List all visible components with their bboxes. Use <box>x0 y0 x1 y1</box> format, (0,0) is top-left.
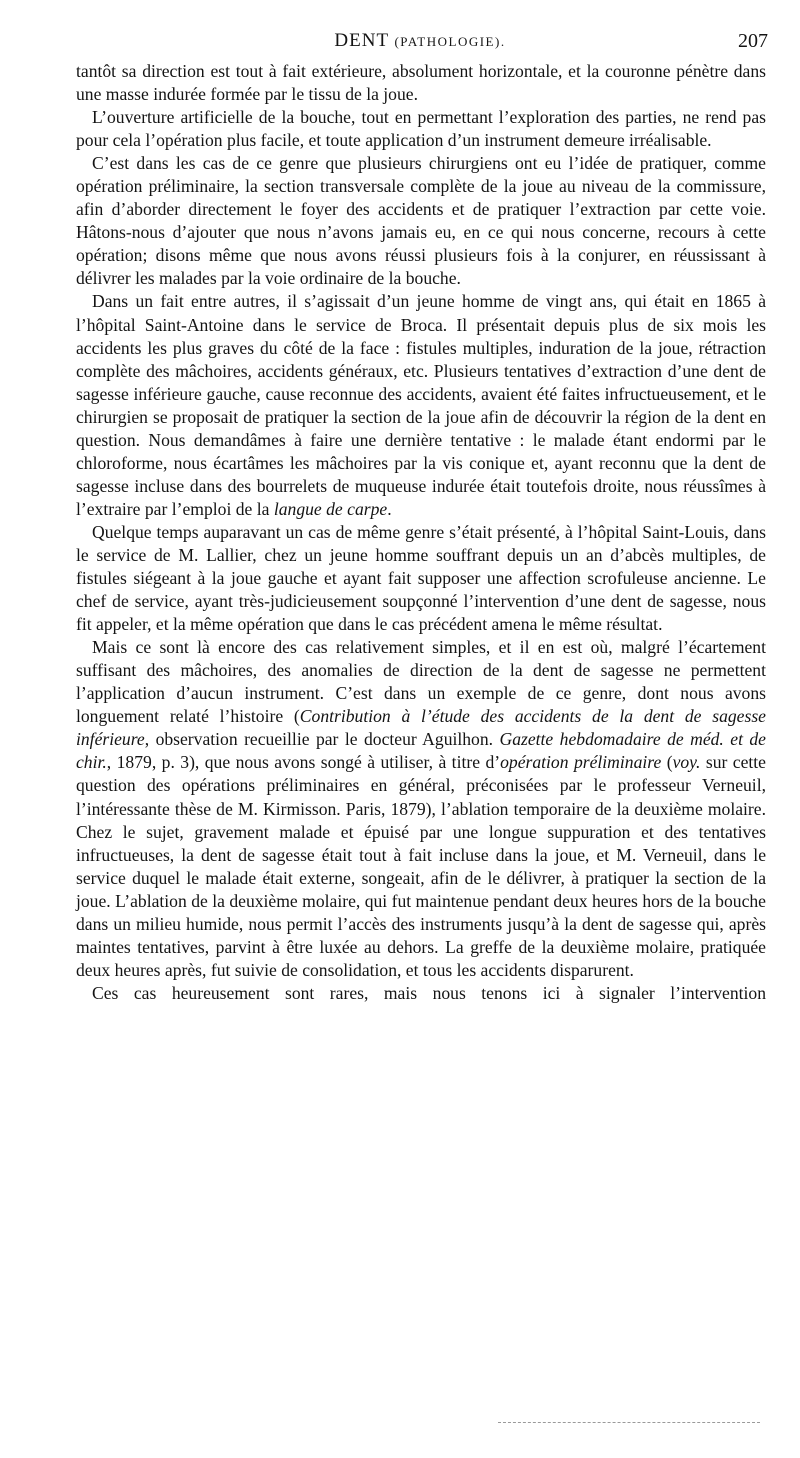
body-text <box>76 60 766 1005</box>
paragraph-4-italic: langue de carpe <box>273 498 388 519</box>
paragraph-6-citation-title: Contribution à l’étude des accidents de la dent de sagesse inférieure <box>76 706 766 750</box>
paragraph-1: tantôt sa direction est tout à fait extérieure, absolument horizontale, et la couronne pénètre dans une masse indurée formée par le tissu de la joue. <box>76 61 766 105</box>
paragraph-6-text-e: sur cette question des opérations préliminaires en général, préconisées par le professeur Verneuil, l’intéressante thèse de M. Kirmisson. Paris, 1879), l’ablation temporaire de la deuxième molaire. Chez le sujet, gravement malade et épuisé par une longue suppuration et des tentatives infructueuses, la dent de sagesse était tout à fait incluse dans la joue, et M. Verneuil, dans le service duquel le malade était externe, songeait, afin de le délivrer, à pratiquer la section de la joue. L’ablation de la deuxième molaire, qui fut maintenue pendant deux heures hors de la bouche dans un milieu humide, nous permit l’accès des instruments jusqu’à la dent de sagesse qui, après maintes tentatives, parvint à être luxée au dehors. La greffe de la deuxième molaire, pratiquée deux heures après, fut suivie de consolidation, et tous les accidents disparurent. <box>76 752 766 980</box>
running-title <box>72 30 768 52</box>
paragraph-6-text-a: Mais ce sont là encore des cas relativement simples, et il en est où, malgré l’écartement suffisant des mâchoires, des anomalies de direction de la dent de sagesse ne permettent l’application d’aucun instrument. C’est dans un exemple de ce genre, dont nous avons longuement relaté l’histoire ( <box>76 637 766 727</box>
paragraph-4-end: . <box>387 498 392 519</box>
paragraph-3: C’est dans les cas de ce genre que plusieurs chirurgiens ont eu l’idée de pratiquer, comme opération préliminaire, la section transversale complète de la joue au niveau de la commissure, afin d’aborder directement le foyer des accidents et de pratiquer l’extraction par cette voie. Hâtons-nous d’ajouter que nous n’avons jamais eu, en ce qui nous concerne, recours à cette opération; disons même que nous avons réussi plusieurs fois à la conjurer, en réussissant à délivrer les malades par la voie ordinaire de la bouche. <box>76 153 766 289</box>
running-header <box>72 30 768 56</box>
paragraph-6-italic-term: opération préliminaire <box>500 752 662 773</box>
paragraph-5: Quelque temps auparavant un cas de même genre s’était présenté, à l’hôpital Saint-Louis, dans le service de M. Lallier, chez un jeune homme souffrant depuis un an d’abcès multiples, de fistules siégeant à la joue gauche et ayant fait supposer une affection scrofuleuse ancienne. Le chef de service, ayant très-judicieusement soupçonné l’intervention d’une dent de sagesse, nous fit appeler, et la même opération que dans le cas précédent amena le même résultat. <box>76 521 766 635</box>
paragraph-6 <box>76 636 766 982</box>
paragraph-6-text-b: , observation recueillie par le docteur Aguilhon. <box>144 729 494 750</box>
page-number: 207 <box>738 30 768 52</box>
paragraph-6-text-c: , 1879, p. 3), que nous avons songé à utiliser, à titre d’ <box>106 752 501 773</box>
paragraph-4 <box>76 290 766 520</box>
paragraph-6-journal: Gazette hebdomadaire de méd. et de chir. <box>76 729 766 773</box>
running-title-sub: (PATHOLOGIE). <box>394 34 506 49</box>
paragraph-7: Ces cas heureusement sont rares, mais nous tenons ici à signaler l’intervention <box>92 982 766 1003</box>
paragraph-4-text: Dans un fait entre autres, il s’agissait d’un jeune homme de vingt ans, qui était en 1865 à l’hôpital Saint-Antoine dans le service de Broca. Il présentait depuis plus de six mois les accidents les plus graves du côté de la face : fistules multiples, induration de la joue, rétraction complète des mâchoires, accidents généraux, etc. Plusieurs tentatives d’extraction d’une dent de sagesse inférieure gauche, cause reconnue des accidents, avaient été faites infructueusement, et le chirurgien se proposait de pratiquer la section de la joue afin de découvrir la région de la dent en question. Nous demandâmes à faire une dernière tentative : le malade étant endormi par le chloroforme, nous écartâmes les mâchoires par la vis conique et, ayant reconnu que la dent de sagesse incluse dans des bourrelets de muqueuse indurée était toutefois droite, nous réussîmes à l’extraire par l’emploi de la <box>76 291 766 519</box>
footer-rule <box>498 1422 760 1423</box>
paragraph-6-voy: voy. <box>672 752 701 773</box>
paragraph-6-text-d: ( <box>666 752 673 773</box>
paragraph-2: L’ouverture artificielle de la bouche, tout en permettant l’exploration des parties, ne rend pas pour cela l’opération plus facile, et toute application d’un instrument demeure irréalisable. <box>76 107 766 151</box>
running-title-main: DENT <box>334 30 389 51</box>
